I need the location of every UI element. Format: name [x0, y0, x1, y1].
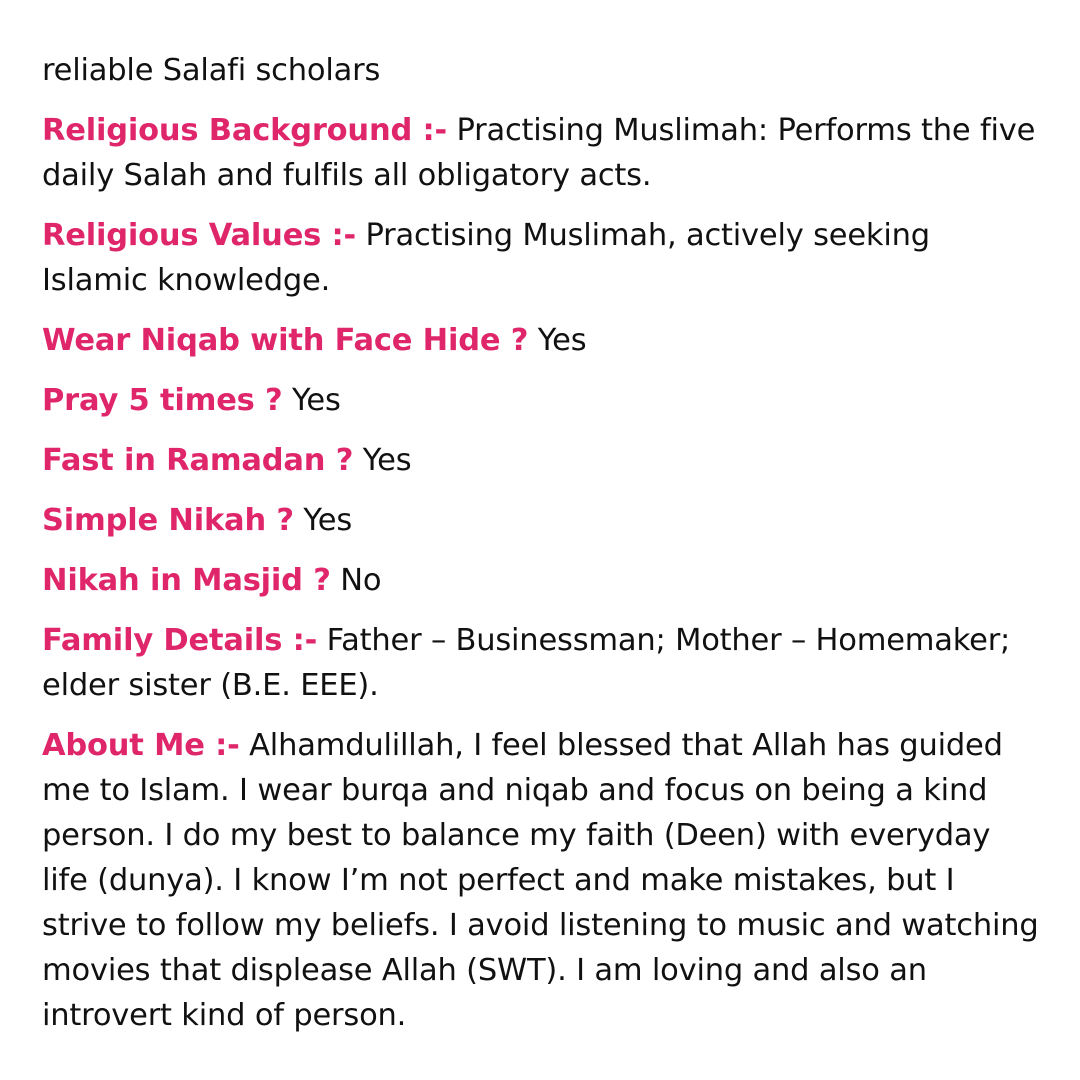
field-nikah-in-masjid [42, 558, 1042, 603]
field-value: Yes [292, 383, 341, 418]
field-value: Practising Muslimah, actively seeking Islamic knowledge. [42, 218, 930, 298]
field-label: Family Details :- [42, 623, 318, 658]
field-label: About Me :- [42, 728, 240, 763]
intro-text: reliable Salafi scholars [42, 53, 381, 88]
field-value: Yes [362, 443, 412, 478]
field-label: Fast in Ramadan ? [42, 443, 354, 478]
field-pray-5-times [42, 378, 1042, 423]
field-value: No [340, 563, 382, 598]
field-label: Religious Background :- [42, 113, 447, 148]
field-label: Pray 5 times ? [42, 383, 283, 418]
field-value: Yes [537, 323, 587, 358]
field-value: Yes [303, 503, 353, 538]
field-about-me [42, 723, 1042, 1038]
field-family-details [42, 618, 1042, 708]
field-label: Simple Nikah ? [42, 503, 294, 538]
field-simple-nikah [42, 498, 1042, 543]
field-label: Nikah in Masjid ? [42, 563, 331, 598]
field-label: Religious Values :- [42, 218, 357, 253]
profile-details [42, 48, 1042, 1053]
field-fast-in-ramadan [42, 438, 1042, 483]
field-value: Alhamdulillah, I feel blessed that Allah has guided me to Islam. I wear burqa and niqab and focus on being a kind person. I do my best to balance my faith (Deen) with everyday life (dunya). I know I’m not perfect and make mistakes, but I strive to follow my beliefs. I avoid listening to music and watching movies that displease Allah (SWT). I am loving and also an introvert kind of person. [42, 728, 1039, 1033]
field-religious-background [42, 108, 1042, 198]
field-label: Wear Niqab with Face Hide ? [42, 323, 529, 358]
field-wear-niqab [42, 318, 1042, 363]
field-value: Father – Businessman; Mother – Homemaker; elder sister (B.E. EEE). [42, 623, 1011, 703]
field-religious-values [42, 213, 1042, 303]
field-value: Practising Muslimah: Performs the five daily Salah and fulfils all obligatory acts. [42, 113, 1036, 193]
